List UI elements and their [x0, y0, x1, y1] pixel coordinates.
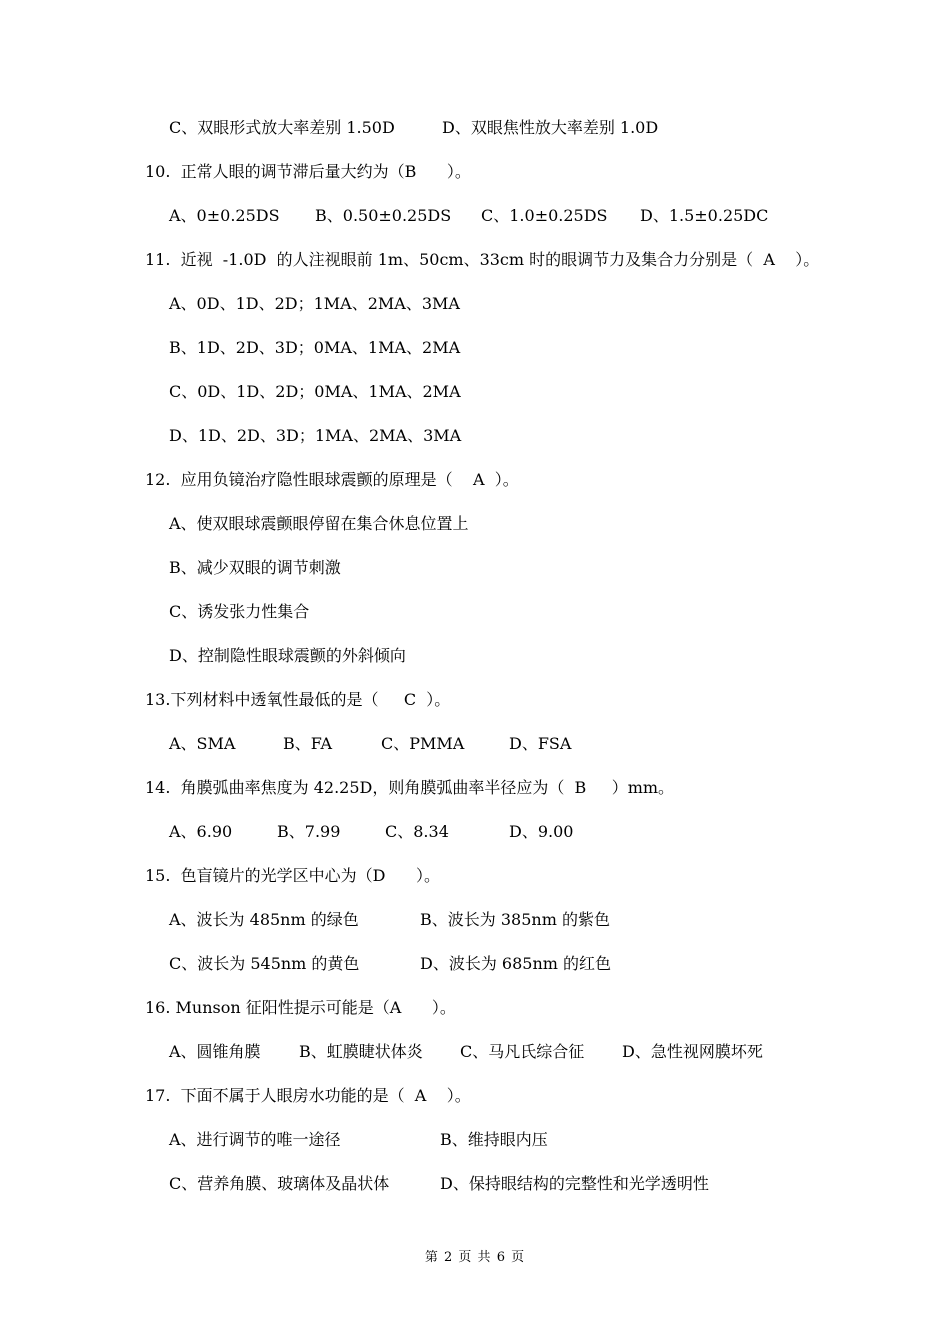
q13-option-b: B、FA: [283, 734, 333, 753]
q12-option-b: B、减少双眼的调节刺激: [169, 558, 341, 577]
q13-stem: 13.下列材料中透氧性最低的是（ C ）。: [145, 690, 451, 709]
q13-option-c: C、PMMA: [381, 734, 465, 753]
q12-stem: 12. 应用负镜治疗隐性眼球震颤的原理是（ A ）。: [145, 470, 519, 489]
q17-option-d: D、保持眼结构的完整性和光学透明性: [440, 1174, 709, 1193]
q11-option-d: D、1D、2D、3D；1MA、2MA、3MA: [169, 426, 462, 445]
q16-option-d: D、急性视网膜坏死: [622, 1042, 763, 1061]
q12-option-c: C、诱发张力性集合: [169, 602, 310, 621]
q13-option-a: A、SMA: [169, 734, 236, 753]
q16-option-c: C、马凡氏综合征: [460, 1042, 585, 1061]
q13-option-d: D、FSA: [509, 734, 572, 753]
q11-option-c: C、0D、1D、2D；0MA、1MA、2MA: [169, 382, 461, 401]
q16-option-b: B、虹膜睫状体炎: [299, 1042, 423, 1061]
q15-stem: 15. 色盲镜片的光学区中心为（D ）。: [145, 866, 440, 885]
q17-option-a: A、进行调节的唯一途径: [169, 1130, 341, 1149]
q10-option-b: B、0.50±0.25DS: [315, 206, 452, 225]
q14-option-a: A、6.90: [169, 822, 233, 841]
page-number: 第 2 页 共 6 页: [424, 1250, 526, 1265]
q9-option-c: C、双眼形式放大率差别 1.50D: [169, 118, 395, 137]
q11-option-a: A、0D、1D、2D；1MA、2MA、3MA: [169, 294, 460, 313]
q10-option-d: D、1.5±0.25DC: [640, 206, 769, 225]
q17-option-c: C、营养角膜、玻璃体及晶状体: [169, 1174, 390, 1193]
q17-option-b: B、维持眼内压: [440, 1130, 548, 1149]
q11-stem: 11. 近视 -1.0D 的人注视眼前 1m、50cm、33cm 时的眼调节力及集合力分别是（ A ）。: [145, 250, 820, 269]
q9-option-d: D、双眼焦性放大率差别 1.0D: [442, 118, 659, 137]
q14-option-b: B、7.99: [277, 822, 341, 841]
q12-option-d: D、控制隐性眼球震颤的外斜倾向: [169, 646, 406, 665]
q17-stem: 17. 下面不属于人眼房水功能的是（ A ）。: [145, 1086, 471, 1105]
q10-option-c: C、1.0±0.25DS: [481, 206, 608, 225]
q14-option-d: D、9.00: [509, 822, 574, 841]
q11-option-b: B、1D、2D、3D；0MA、1MA、2MA: [169, 338, 461, 357]
q15-option-c: C、波长为 545nm 的黄色: [169, 954, 360, 973]
q16-option-a: A、圆锥角膜: [169, 1042, 261, 1061]
q12-option-a: A、使双眼球震颤眼停留在集合休息位置上: [169, 514, 469, 533]
q15-option-b: B、波长为 385nm 的紫色: [420, 910, 610, 929]
q14-stem: 14. 角膜弧曲率焦度为 42.25D，则角膜弧曲率半径应为（ B ）mm。: [145, 778, 675, 797]
q16-stem: 16. Munson 征阳性提示可能是（A ）。: [145, 998, 456, 1017]
q15-option-d: D、波长为 685nm 的红色: [420, 954, 612, 973]
q15-option-a: A、波长为 485nm 的绿色: [169, 910, 359, 929]
q10-option-a: A、0±0.25DS: [169, 206, 280, 225]
q10-stem: 10. 正常人眼的调节滞后量大约为（B ）。: [145, 162, 471, 181]
q14-option-c: C、8.34: [385, 822, 449, 841]
